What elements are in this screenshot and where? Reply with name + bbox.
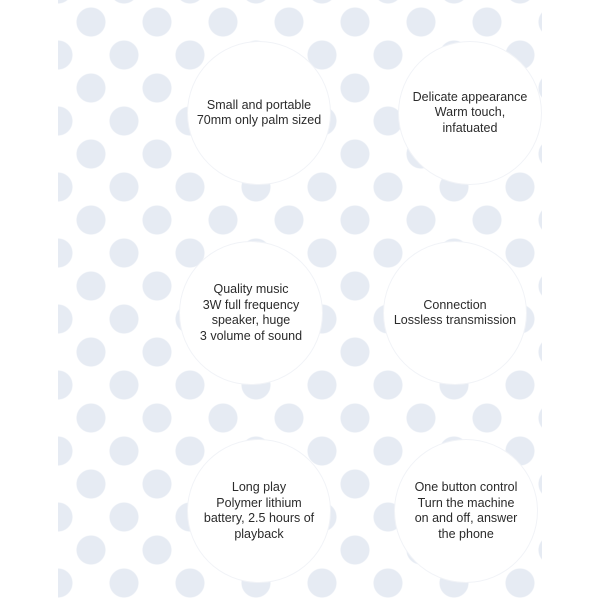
feature-circle-portable bbox=[188, 42, 330, 184]
feature-text-connection: Connection Lossless transmission bbox=[393, 297, 517, 327]
feature-text-music: Quality music 3W full frequency speaker, huge 3 volume of sound bbox=[199, 282, 303, 343]
feature-circle-button-control bbox=[395, 440, 537, 582]
feature-circle-battery bbox=[188, 440, 330, 582]
feature-circle-music bbox=[180, 242, 322, 384]
feature-circle-connection bbox=[384, 242, 526, 384]
feature-text-portable: Small and portable 70mm only palm sized bbox=[196, 97, 322, 127]
polka-dot-background bbox=[58, 0, 542, 600]
feature-circle-appearance bbox=[399, 42, 541, 184]
feature-text-button-control: One button control Turn the machine on and off, answer the phone bbox=[414, 480, 518, 541]
feature-text-battery: Long play Polymer lithium battery, 2.5 hours of playback bbox=[203, 480, 315, 541]
feature-text-appearance: Delicate appearance Warm touch, infatuated bbox=[412, 89, 528, 135]
